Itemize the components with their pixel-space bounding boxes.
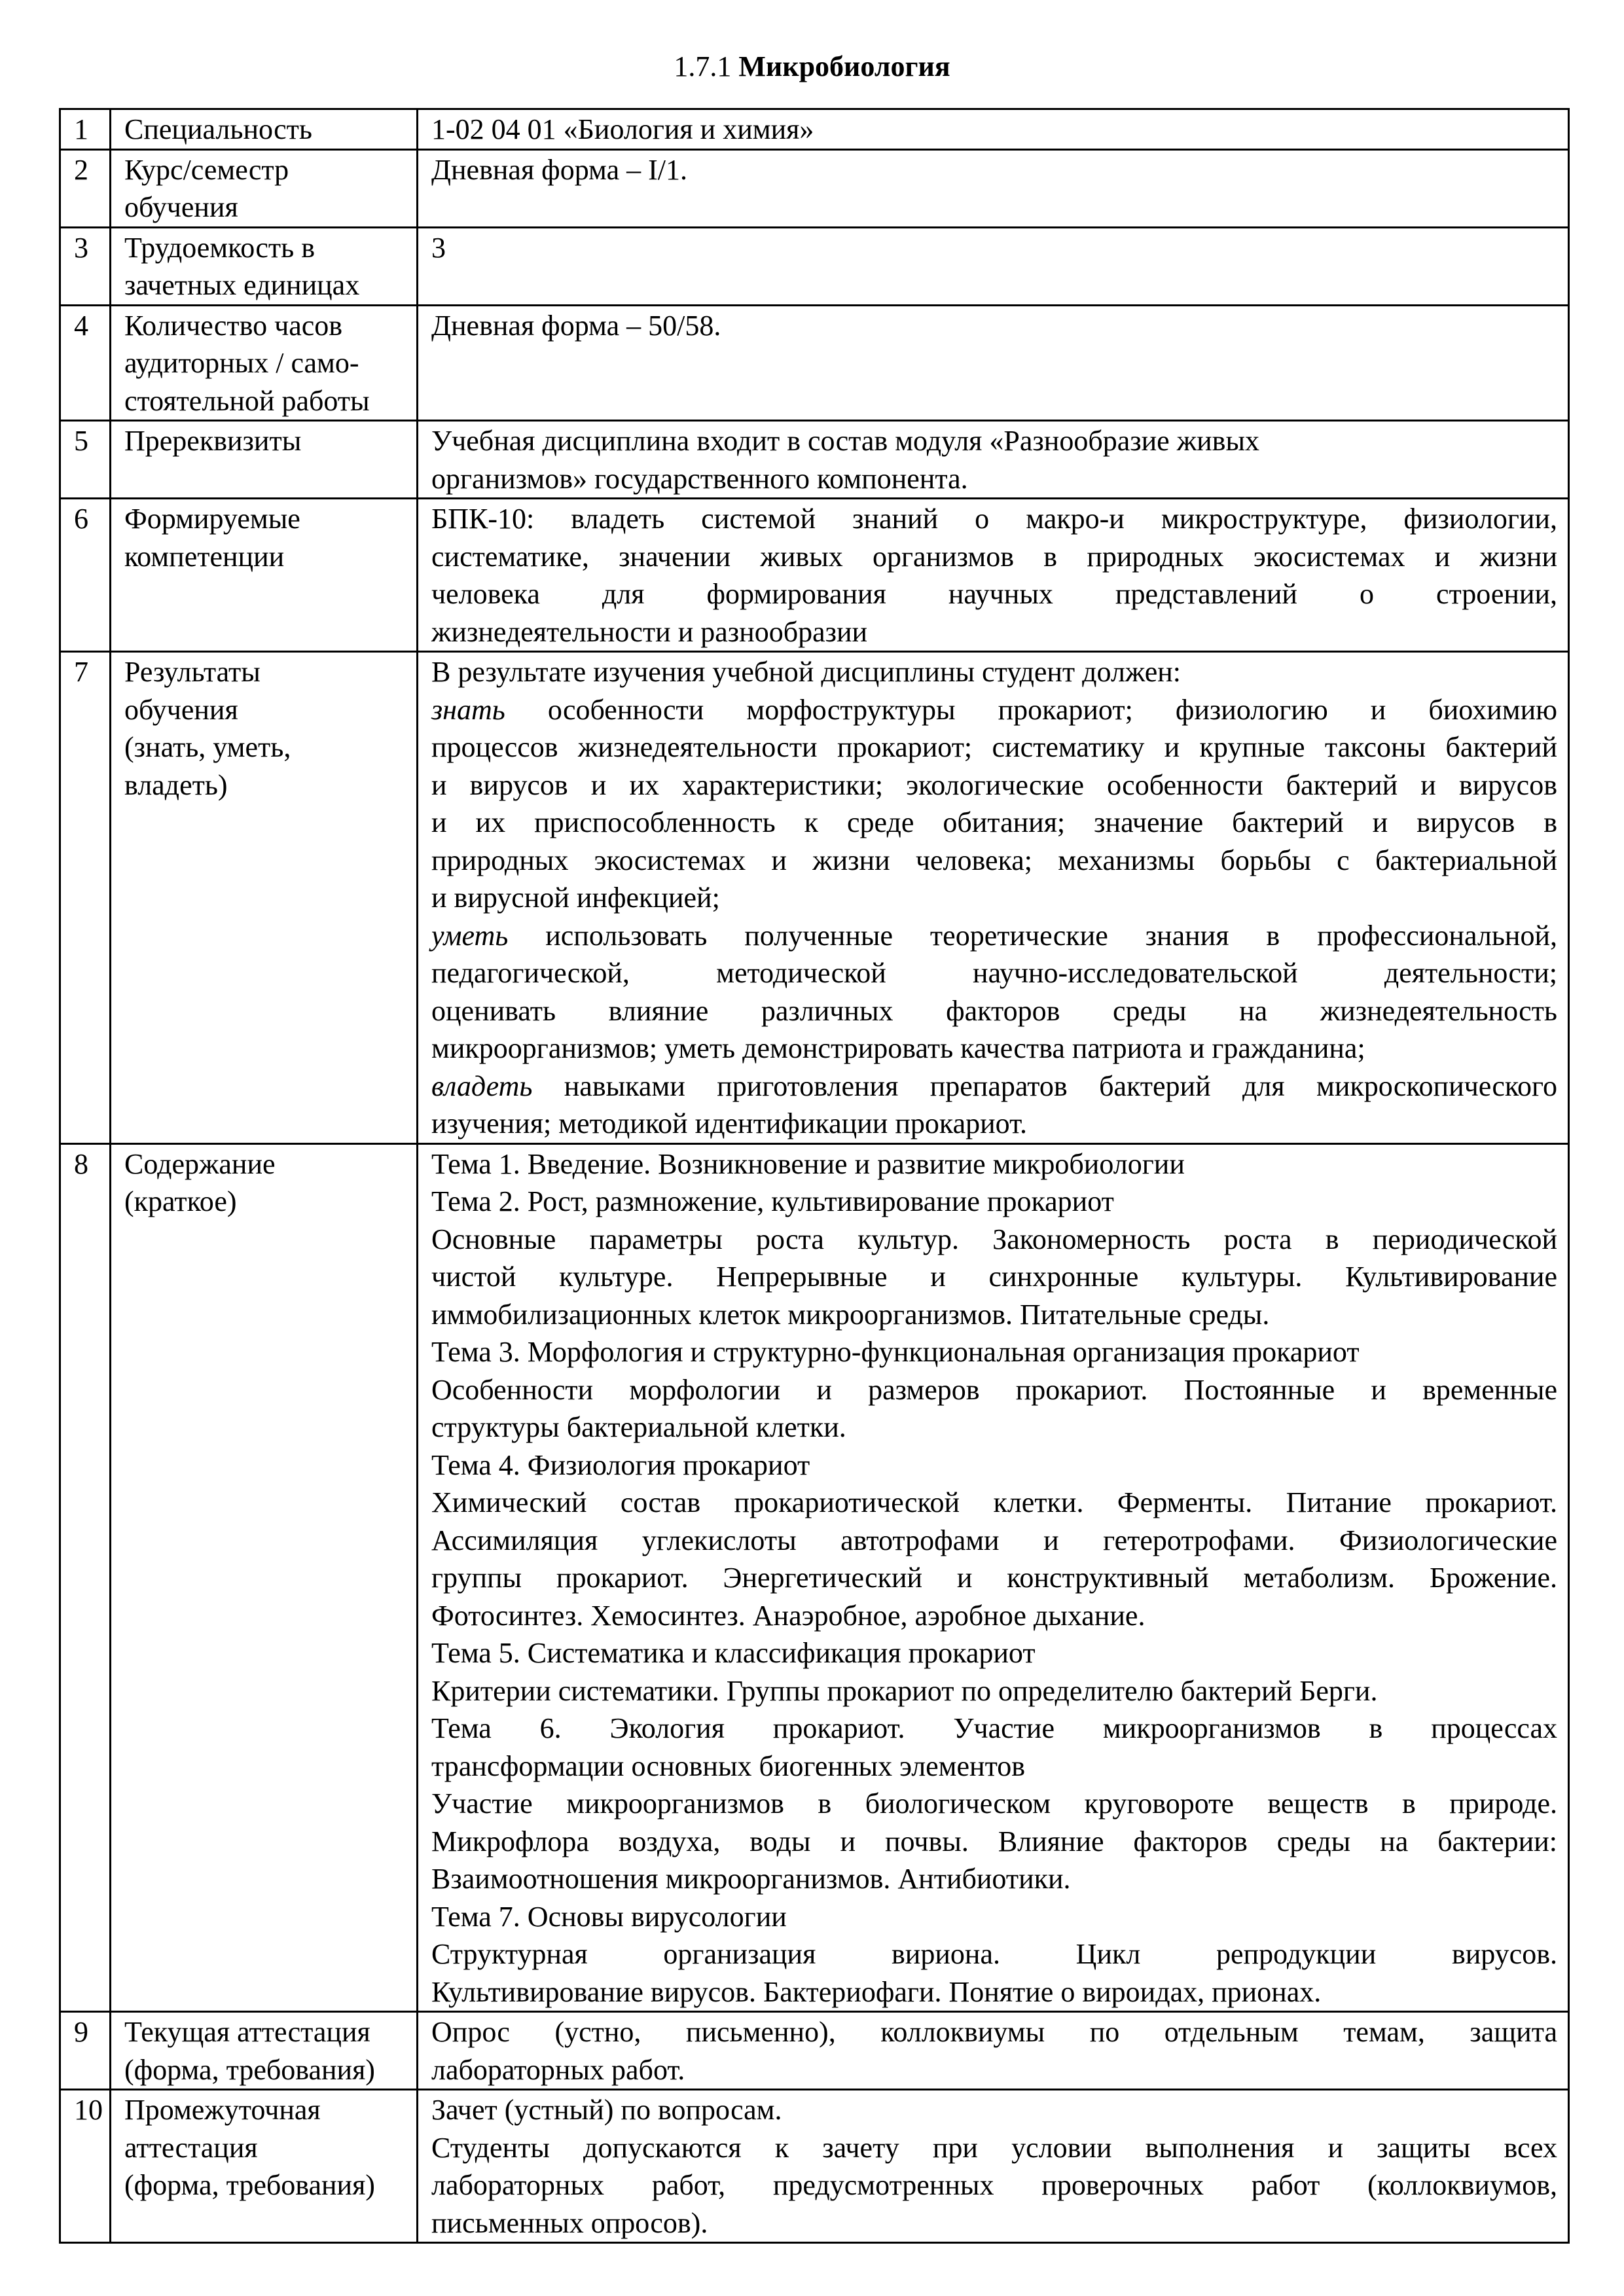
row-content: Дневная форма – 50/58. [418,305,1569,421]
row-number: 7 [60,652,111,1144]
table-row [60,109,1569,150]
table-row [60,2012,1569,2090]
row-content: Учебная дисциплина входит в состав модуля «Разнообразие живых организмов» государственного компонента. [418,421,1569,499]
row-number: 5 [60,421,111,499]
row-content: В результате изучения учебной дисциплины студент должен: знать особенности морфоструктуры прокариот; физиологию и биохимию процессов жизнедеятельности прокариот; систематику и крупные таксоны бактерий и вирусов и их характеристики; экологические особенности бактерий и вирусов и их приспособленность к среде обитания; значение бактерий и вирусов в природных экосистемах и жизни человека; механизмы борьбы с бактериальной и вирусной инфекцией; уметь использовать полученные теоретические знания в профессиональной, педагогической, методической научно-исследовательской деятельности; оценивать влияние различных факторов среды на жизнедеятельность микроорганизмов; уметь демонстрировать качества патриота и гражданина; владеть навыками приготовления препаратов бактерий для микроскопического изучения; методикой идентификации прокариот. [418,652,1569,1144]
row-label: Курс/семестр обучения [111,149,418,227]
topic-heading: Тема 3. Морфология и структурно-функциональная организация прокариот [431,1336,1360,1368]
row-label: Трудоемкость в зачетных единицах [111,227,418,305]
row-number: 2 [60,149,111,227]
row-content: БПК-10: владеть системой знаний о макро-и микроструктуре, физиологии, систематике, значении живых организмов в природных экосистемах и жизни человека для формирования научных представлений о строении, жизнедеятельности и разнообразии [418,499,1569,652]
row-label: Текущая аттестация (форма, требования) [111,2012,418,2090]
topic-heading: Тема 5. Систематика и классификация прокариот [431,1637,1036,1669]
table-row [60,1143,1569,2012]
know-keyword: знать [431,693,505,726]
row-content: Зачет (устный) по вопросам. Студенты допускаются к зачету при условии выполнения и защиты всех лабораторных работ, предусмотренных проверочных работ (коллоквиумов, письменных опросов). [418,2090,1569,2243]
topic-heading: Тема 4. Физиология прокариот [431,1448,810,1481]
table-row [60,421,1569,499]
row-number: 9 [60,2012,111,2090]
table-row [60,2090,1569,2243]
table-row [60,227,1569,305]
row-label: Результаты обучения (знать, уметь, владеть) [111,652,418,1144]
row-label: Формируемые компетенции [111,499,418,652]
table-row [60,499,1569,652]
results-intro: В результате изучения учебной дисциплины студент должен: [431,656,1182,688]
row-content: 3 [418,227,1569,305]
row-label: Содержание (краткое) [111,1143,418,2012]
row-number: 3 [60,227,111,305]
row-content: Опрос (устно, письменно), коллоквиумы по отдельным темам, защита лабораторных работ. [418,2012,1569,2090]
row-content: 1-02 04 01 «Биология и химия» [418,109,1569,150]
row-number: 4 [60,305,111,421]
document-title [0,47,1624,86]
table-row [60,149,1569,227]
section-number: 1.7.1 [674,50,732,82]
row-number: 10 [60,2090,111,2243]
table-row [60,305,1569,421]
topic-heading: Тема 2. Рост, размножение, культивирование прокариот [431,1185,1114,1217]
topic-heading: Тема 1. Введение. Возникновение и развитие микробиологии [431,1147,1185,1180]
row-label: Количество часов аудиторных / само- стоятельной работы [111,305,418,421]
table-row [60,652,1569,1144]
topic-heading: Тема 6. Экология прокариот. Участие микроорганизмов в процессах [431,1712,1557,1744]
row-label: Промежуточная аттестация (форма, требования) [111,2090,418,2243]
row-number: 1 [60,109,111,150]
row-number: 6 [60,499,111,652]
discipline-table [59,108,1570,2244]
can-keyword: уметь [431,919,509,952]
discipline-name: Микробиология [738,50,950,82]
row-label: Специальность [111,109,418,150]
own-keyword: владеть [431,1069,533,1102]
row-content: Тема 1. Введение. Возникновение и развитие микробиологии Тема 2. Рост, размножение, культивирование прокариот Основные параметры роста культур. Закономерность роста в периодической чистой культуре. Непрерывные и синхронные культуры. Культивирование иммобилизационных клеток микроорганизмов. Питательные среды. Тема 3. Морфология и структурно-функциональная организация прокариот Особенности морфологии и размеров прокариот. Постоянные и временные структуры бактериальной клетки. Тема 4. Физиология прокариот Химический состав прокариотической клетки. Ферменты. Питание прокариот. Ассимиляция углекислоты автотрофами и гетеротрофами. Физиологические группы прокариот. Энергетический и конструктивный метаболизм. Брожение. Фотосинтез. Хемосинтез. Анаэробное, аэробное дыхание. Тема 5. Систематика и классификация прокариот Критерии систематики. Группы прокариот по определителю бактерий Берги. Тема 6. Экология прокариот. Участие микроорганизмов в процессах трансформации основных биогенных элементов Участие микроорганизмов в биологическом круговороте веществ в природе. Микрофлора воздуха, воды и почвы. Влияние факторов среды на бактерии: Взаимоотношения микроорганизмов. Антибиотики. Тема 7. Основы вирусологии Структурная организация вириона. Цикл репродукции вирусов. Культивирование вирусов. Бактериофаги. Понятие о вироидах, прионах. [418,1143,1569,2012]
row-label: Пререквизиты [111,421,418,499]
topic-heading: Тема 7. Основы вирусологии [431,1900,787,1933]
row-number: 8 [60,1143,111,2012]
row-content: Дневная форма – I/1. [418,149,1569,227]
